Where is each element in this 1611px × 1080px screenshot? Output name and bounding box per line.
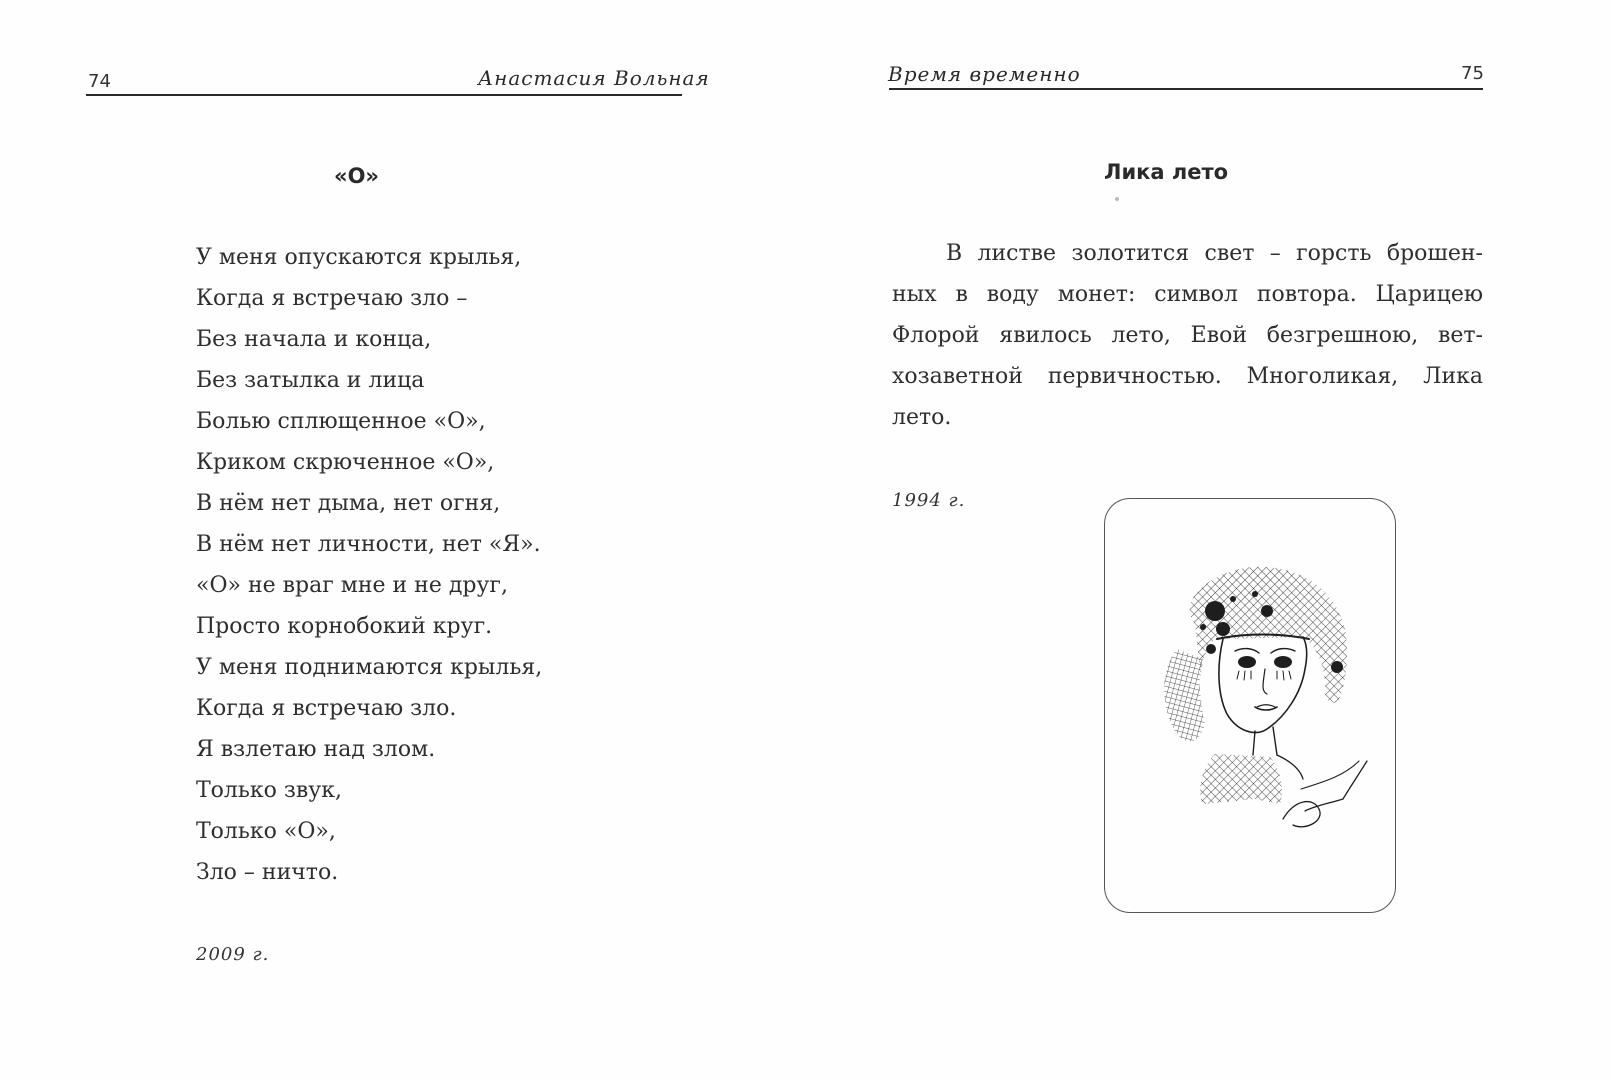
verse-line: Только звук, bbox=[196, 778, 342, 803]
prose-line: ных в воду монет: символ повтора. Царицею bbox=[892, 282, 1483, 307]
verse-line: У меня опускаются крылья, bbox=[196, 245, 522, 270]
prose-line: Флорой явилось лето, Евой безгрешною, вет- bbox=[892, 323, 1483, 348]
verse-line: Когда я встречаю зло – bbox=[196, 286, 468, 311]
running-head: Анастасия Вольная bbox=[478, 66, 710, 90]
print-speck bbox=[1115, 197, 1119, 201]
poem-verse bbox=[196, 237, 542, 893]
verse-line: У меня поднимаются крылья, bbox=[196, 655, 543, 680]
page-number: 75 bbox=[1461, 63, 1484, 84]
verse-line: Когда я встречаю зло. bbox=[196, 696, 457, 721]
verse-line: Просто корнобокий круг. bbox=[196, 614, 493, 639]
header-rule bbox=[86, 94, 682, 96]
illustration-frame bbox=[1104, 498, 1396, 913]
verse-line: Криком скрюченное «О», bbox=[196, 450, 495, 475]
prose-line: хозаветной первичностью. Многоликая, Лика bbox=[892, 364, 1483, 389]
verse-line: В нём нет дыма, нет огня, bbox=[196, 491, 501, 516]
header-rule bbox=[889, 88, 1483, 90]
poem-date: 2009 г. bbox=[196, 944, 270, 965]
verse-line: Без начала и конца, bbox=[196, 327, 432, 352]
prose-line: В листве золотится свет – горсть брошен- bbox=[946, 241, 1483, 266]
verse-line: Зло – ничто. bbox=[196, 860, 339, 885]
verse-line: Только «О», bbox=[196, 819, 336, 844]
verse-line: В нём нет личности, нет «Я». bbox=[196, 532, 541, 557]
portrait-illustration bbox=[1105, 499, 1395, 912]
prose-paragraph bbox=[892, 233, 1483, 438]
verse-line: «О» не враг мне и не друг, bbox=[196, 573, 508, 598]
verse-line: Я взлетаю над злом. bbox=[196, 737, 436, 762]
right-page bbox=[806, 0, 1611, 1080]
prose-date: 1994 г. bbox=[892, 490, 966, 511]
prose-line: лето. bbox=[892, 405, 952, 430]
running-head: Время временно bbox=[888, 62, 1081, 86]
verse-line: Болью сплющенное «О», bbox=[196, 409, 486, 434]
page-number: 74 bbox=[88, 71, 111, 92]
verse-line: Без затылка и лица bbox=[196, 368, 425, 393]
poem-title: «О» bbox=[334, 164, 379, 188]
poem-title: Лика лето bbox=[1104, 160, 1229, 184]
